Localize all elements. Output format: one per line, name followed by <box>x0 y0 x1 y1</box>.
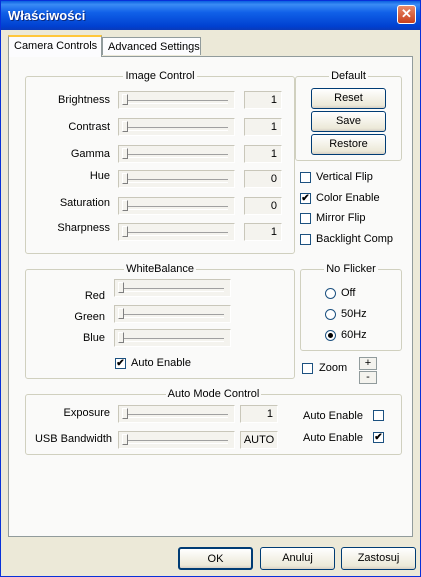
tab-advanced-settings[interactable]: Advanced Settings <box>102 37 201 55</box>
vertical-flip-label: Vertical Flip <box>316 171 373 183</box>
flicker-60hz-radio[interactable] <box>325 330 336 341</box>
green-label: Green <box>74 311 105 323</box>
usb-bandwidth-label: USB Bandwidth <box>34 433 112 445</box>
contrast-value[interactable]: 1 <box>244 118 282 136</box>
usb-auto-enable-checkbox[interactable]: ✔ <box>374 432 383 443</box>
usb-bandwidth-value[interactable]: AUTO <box>240 431 278 449</box>
image-control-title: Image Control <box>125 70 195 82</box>
red-slider[interactable] <box>114 279 231 297</box>
auto-mode-title: Auto Mode Control <box>167 388 260 400</box>
red-label: Red <box>84 290 105 302</box>
exposure-value[interactable]: 1 <box>240 405 278 423</box>
default-title: Default <box>331 70 366 82</box>
wb-auto-enable-label: Auto Enable <box>131 357 191 369</box>
apply-button[interactable]: Zastosuj <box>341 547 416 570</box>
flicker-off-label: Off <box>341 287 356 299</box>
cancel-button[interactable]: Anuluj <box>260 547 335 570</box>
exposure-slider[interactable] <box>118 405 235 423</box>
saturation-slider[interactable] <box>118 197 235 215</box>
flicker-50hz-label: 50Hz <box>341 308 367 320</box>
brightness-slider[interactable] <box>118 91 235 109</box>
exposure-label: Exposure <box>63 407 110 419</box>
flicker-60hz-label: 60Hz <box>341 329 367 341</box>
flicker-off-radio[interactable] <box>325 288 336 299</box>
saturation-value[interactable]: 0 <box>244 197 282 215</box>
zoom-checkbox[interactable] <box>302 363 313 374</box>
blue-slider[interactable] <box>114 329 231 347</box>
sharpness-slider[interactable] <box>118 223 235 241</box>
save-button[interactable]: Save <box>311 111 386 132</box>
gamma-label: Gamma <box>70 148 110 160</box>
mirror-flip-checkbox[interactable] <box>300 213 311 224</box>
camera-controls-panel <box>8 56 413 537</box>
exposure-auto-enable-label: Auto Enable <box>303 410 363 422</box>
vertical-flip-checkbox[interactable] <box>300 172 311 183</box>
contrast-slider[interactable] <box>118 118 235 136</box>
hue-value[interactable]: 0 <box>244 170 282 188</box>
white-balance-title: WhiteBalance <box>126 263 194 275</box>
color-enable-label: Color Enable <box>316 192 380 204</box>
blue-label: Blue <box>82 332 105 344</box>
zoom-plus-button[interactable]: + <box>359 357 377 370</box>
hue-label: Hue <box>89 170 110 182</box>
saturation-label: Saturation <box>59 197 110 209</box>
ok-button[interactable]: OK <box>178 547 253 570</box>
tab-camera-controls[interactable]: Camera Controls <box>8 35 102 57</box>
title-bar[interactable] <box>1 1 420 30</box>
sharpness-value[interactable]: 1 <box>244 223 282 241</box>
usb-bandwidth-slider[interactable] <box>118 431 235 449</box>
restore-button[interactable]: Restore <box>311 134 386 155</box>
brightness-label: Brightness <box>58 94 110 106</box>
mirror-flip-label: Mirror Flip <box>316 212 366 224</box>
reset-button[interactable]: Reset <box>311 88 386 109</box>
wb-auto-enable-checkbox[interactable]: ✔ <box>116 358 125 369</box>
zoom-label: Zoom <box>319 362 348 374</box>
gamma-value[interactable]: 1 <box>244 145 282 163</box>
no-flicker-title: No Flicker <box>326 263 376 275</box>
color-enable-checkbox[interactable]: ✔ <box>301 193 310 204</box>
brightness-value[interactable]: 1 <box>244 91 282 109</box>
backlight-comp-label: Backlight Comp <box>316 233 394 245</box>
hue-slider[interactable] <box>118 170 235 188</box>
sharpness-label: Sharpness <box>57 222 110 234</box>
backlight-comp-checkbox[interactable] <box>300 234 311 245</box>
contrast-label: Contrast <box>68 121 110 133</box>
gamma-slider[interactable] <box>118 145 235 163</box>
usb-auto-enable-label: Auto Enable <box>303 432 363 444</box>
window-title: Właściwości <box>8 8 86 23</box>
flicker-50hz-radio[interactable] <box>325 309 336 320</box>
green-slider[interactable] <box>114 305 231 323</box>
close-icon[interactable]: ✕ <box>397 5 416 24</box>
zoom-minus-button[interactable]: - <box>359 371 377 384</box>
exposure-auto-enable-checkbox[interactable] <box>373 410 384 421</box>
